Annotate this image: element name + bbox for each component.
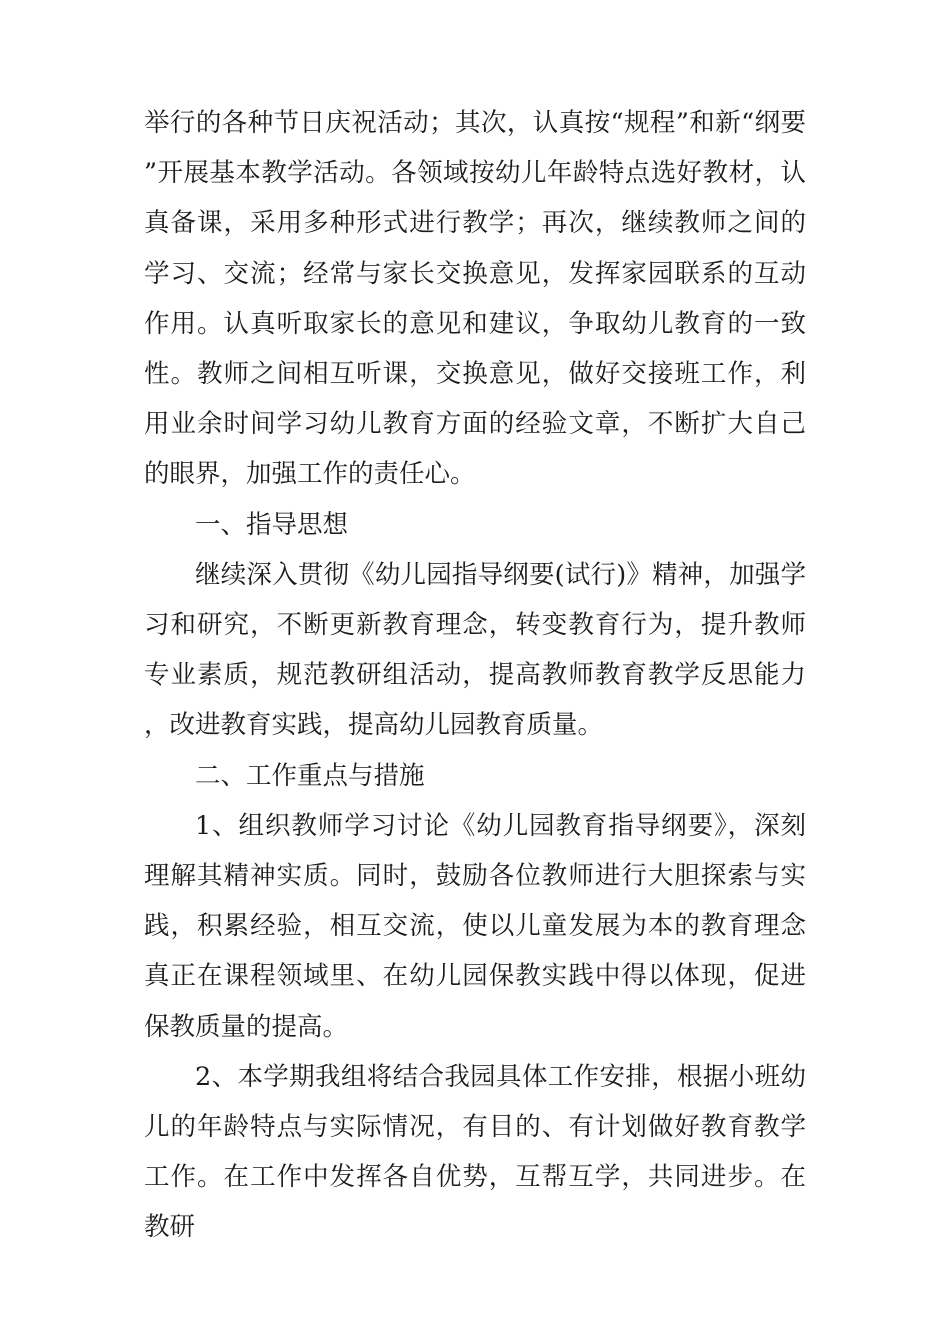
paragraph-item-2: 2、本学期我组将结合我园具体工作安排，根据小班幼儿的年龄特点与实际情况，有目的、有计划做好教育教学工作。在工作中发挥各自优势，互帮互学，共同进步。在教研	[144, 1061, 806, 1243]
paragraph-guiding-ideology: 继续深入贯彻《幼儿园指导纲要(试行)》精神，加强学习和研究，不断更新教育理念，转变教育行为，提升教师专业素质，规范教研组活动，提高教师教育教学反思能力，改进教育实践，提高幼儿园教育质量。	[144, 559, 806, 741]
section-heading-guiding-ideology: 一、指导思想	[195, 509, 349, 540]
paragraph-continuation: 举行的各种节日庆祝活动；其次，认真按“规程”和新“纲要”开展基本教学活动。各领域按幼儿年龄特点选好教材，认真备课，采用多种形式进行教学；再次，继续教师之间的学习、交流；经常与家长交换意见，发挥家园联系的互动作用。认真听取家长的意见和建议，争取幼儿教育的一致性。教师之间相互听课，交换意见，做好交接班工作，利用业余时间学习幼儿教育方面的经验文章，不断扩大自己的眼界，加强工作的责任心。	[144, 108, 806, 490]
section-heading-work-focus: 二、工作重点与措施	[195, 760, 425, 791]
paragraph-item-1: 1、组织教师学习讨论《幼儿园教育指导纲要》，深刻理解其精神实质。同时，鼓励各位教师进行大胆探索与实践，积累经验，相互交流，使以儿童发展为本的教育理念真正在课程领域里、在幼儿园保教实践中得以体现，促进保教质量的提高。	[144, 810, 806, 1042]
document-page	[144, 98, 806, 1253]
